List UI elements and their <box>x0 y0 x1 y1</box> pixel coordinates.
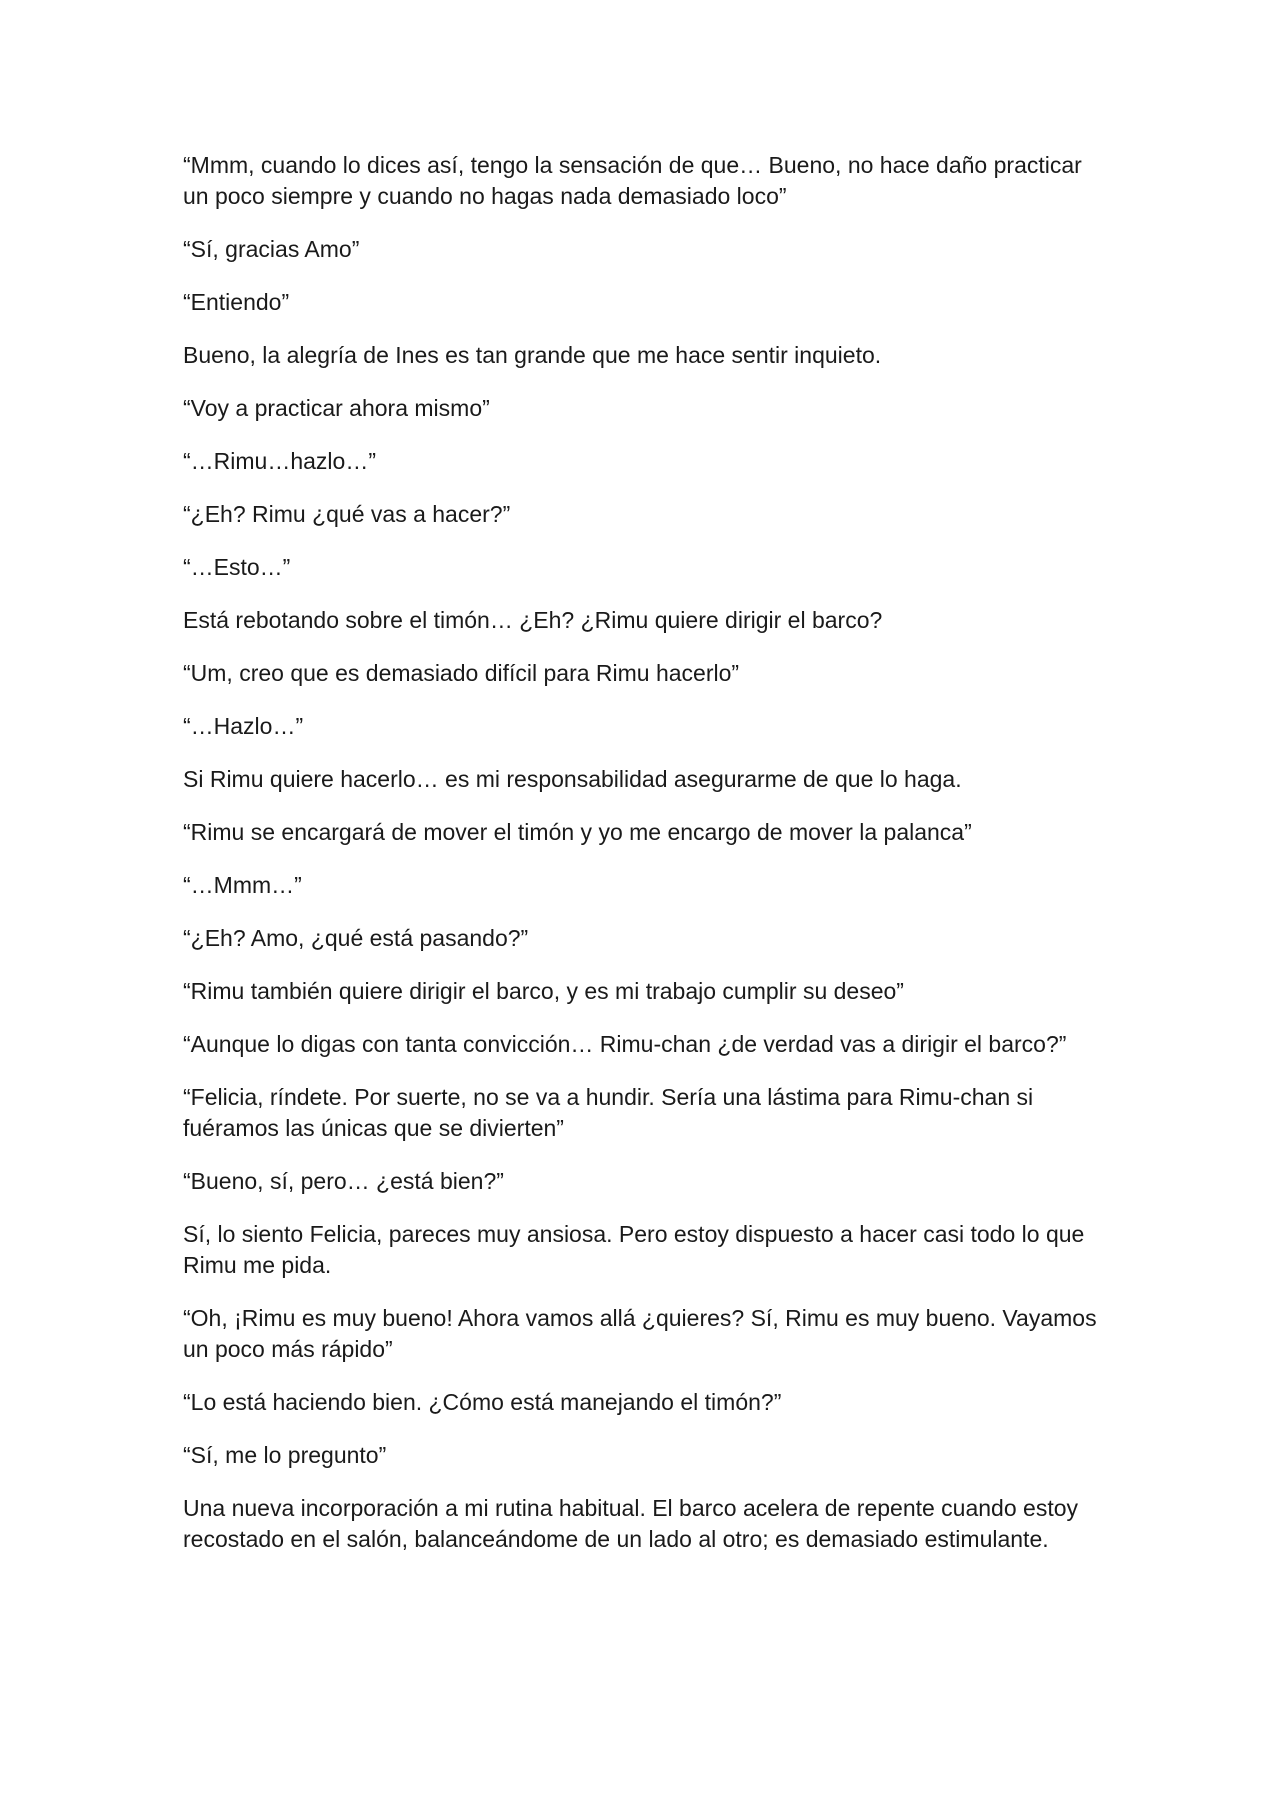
paragraph: “…Rimu…hazlo…” <box>183 448 376 474</box>
paragraph: Está rebotando sobre el timón… ¿Eh? ¿Rimu quiere dirigir el barco? <box>183 607 883 633</box>
paragraph: “Lo está haciendo bien. ¿Cómo está manejando el timón?” <box>183 1389 782 1415</box>
paragraph: “…Mmm…” <box>183 872 302 898</box>
paragraph: Bueno, la alegría de Ines es tan grande que me hace sentir inquieto. <box>183 342 882 368</box>
paragraph: “Bueno, sí, pero… ¿está bien?” <box>183 1168 504 1194</box>
paragraph: “Rimu se encargará de mover el timón y yo me encargo de mover la palanca” <box>183 819 972 845</box>
paragraph: “¿Eh? Amo, ¿qué está pasando?” <box>183 925 529 951</box>
paragraph: “Sí, gracias Amo” <box>183 236 360 262</box>
paragraph: “Oh, ¡Rimu es muy bueno! Ahora vamos allá ¿quieres? Sí, Rimu es muy bueno. Vayamos un poco más rápido” <box>183 1305 1097 1362</box>
paragraph: “¿Eh? Rimu ¿qué vas a hacer?” <box>183 501 511 527</box>
paragraph: Sí, lo siento Felicia, pareces muy ansiosa. Pero estoy dispuesto a hacer casi todo lo que Rimu me pida. <box>183 1221 1085 1278</box>
paragraph: “Felicia, ríndete. Por suerte, no se va a hundir. Sería una lástima para Rimu-chan si fuéramos las únicas que se divierten” <box>183 1084 1034 1141</box>
paragraph: “…Esto…” <box>183 554 291 580</box>
paragraph: “Aunque lo digas con tanta convicción… Rimu-chan ¿de verdad vas a dirigir el barco?” <box>183 1031 1067 1057</box>
paragraph: Una nueva incorporación a mi rutina habitual. El barco acelera de repente cuando estoy recostado en el salón, balanceándome de un lado al otro; es demasiado estimulante. <box>183 1495 1079 1552</box>
paragraph: “Um, creo que es demasiado difícil para Rimu hacerlo” <box>183 660 740 686</box>
document-body <box>183 150 1113 1577</box>
paragraph: “…Hazlo…” <box>183 713 304 739</box>
paragraph: “Rimu también quiere dirigir el barco, y es mi trabajo cumplir su deseo” <box>183 978 904 1004</box>
paragraph: Si Rimu quiere hacerlo… es mi responsabilidad asegurarme de que lo haga. <box>183 766 962 792</box>
paragraph: “Sí, me lo pregunto” <box>183 1442 387 1468</box>
paragraph: “Voy a practicar ahora mismo” <box>183 395 490 421</box>
paragraph: “Entiendo” <box>183 289 290 315</box>
paragraph: “Mmm, cuando lo dices así, tengo la sensación de que… Bueno, no hace daño practicar un poco siempre y cuando no hagas nada demasiado loco” <box>183 152 1082 209</box>
